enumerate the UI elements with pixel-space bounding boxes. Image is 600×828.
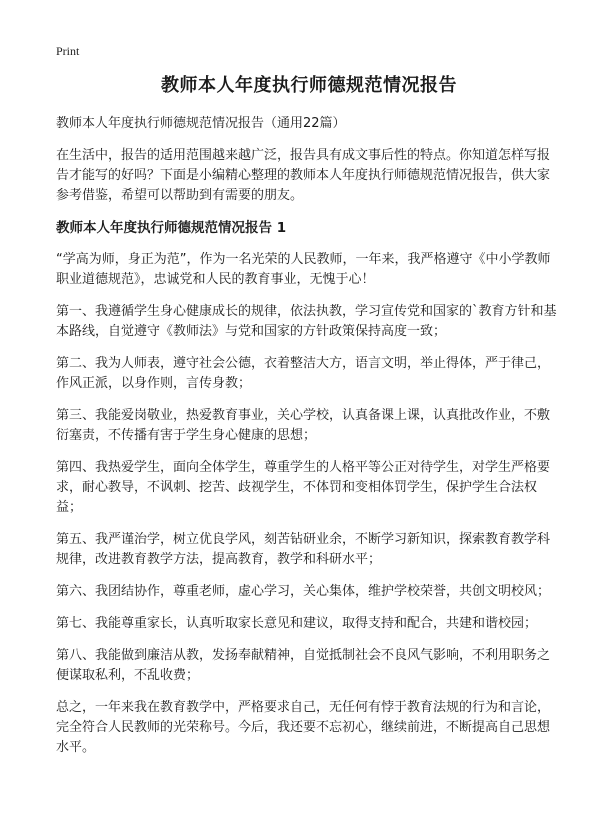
body-paragraph-10: 总之，一年来我在教育教学中，严格要求自己，无任何有悖于教育法规的行为和言论，完全符合人民教师的光荣称号。今后，我还要不忘初心，继续前进，不断提高自己思想水平。 — [56, 700, 551, 755]
body-paragraph-7: 第六、我团结协作，尊重老师，虚心学习，关心集体，维护学校荣誉，共创文明校风； — [56, 584, 551, 599]
print-label: Print — [56, 44, 80, 58]
body-paragraph-2: 第一、我遵循学生身心健康成长的规律，依法执教，学习宣传党和国家的`教育方针和基本路线，自觉遵守《教师法》与党和国家的方针政策保持高度一致； — [56, 304, 557, 339]
section-heading: 教师本人年度执行师德规范情况报告 1 — [56, 220, 287, 236]
body-paragraph-6: 第五、我严谨治学，树立优良学风，刻苦钻研业余，不断学习新知识，探索教育教学科规律，改进教育教学方法，提高教育，教学和科研水平； — [56, 532, 551, 567]
body-paragraph-1: “学高为师，身正为范”，作为一名光荣的人民教师，一年来，我严格遵守《中小学教师职业道德规范》，忠诚党和人民的教育事业，无愧于心！ — [56, 252, 551, 287]
body-paragraph-4: 第三、我能爱岗敬业，热爱教育事业，关心学校，认真备课上课，认真批改作业，不敷衍塞责，不传播有害于学生身心健康的思想； — [56, 408, 551, 443]
body-paragraph-9: 第八、我能做到廉洁从教，发扬奉献精神，自觉抵制社会不良风气影响，不利用职务之便谋取私利，不乱收费； — [56, 648, 551, 683]
body-paragraph-5: 第四、我热爱学生，面向全体学生，尊重学生的人格平等公正对待学生，对学生严格要求，耐心教导，不讽刺、挖苦、歧视学生，不体罚和变相体罚学生，保护学生合法权益； — [56, 460, 551, 515]
document-subtitle: 教师本人年度执行师德规范情况报告（通用22篇） — [56, 116, 346, 131]
document-title: 教师本人年度执行师德规范情况报告 — [161, 75, 457, 96]
body-paragraph-8: 第七、我能尊重家长，认真听取家长意见和建议，取得支持和配合，共建和谐校园； — [56, 616, 538, 631]
body-paragraph-3: 第二、我为人师表，遵守社会公德，衣着整洁大方，语言文明，举止得体，严于律己，作风正派，以身作则，言传身教； — [56, 356, 551, 391]
intro-paragraph: 在生活中，报告的适用范围越来越广泛，报告具有成文事后性的特点。你知道怎样写报告才能写的好吗？下面是小编精心整理的教师本人年度执行师德规范情况报告，供大家参考借鉴，希望可以帮助到有需要的朋友。 — [56, 148, 551, 203]
